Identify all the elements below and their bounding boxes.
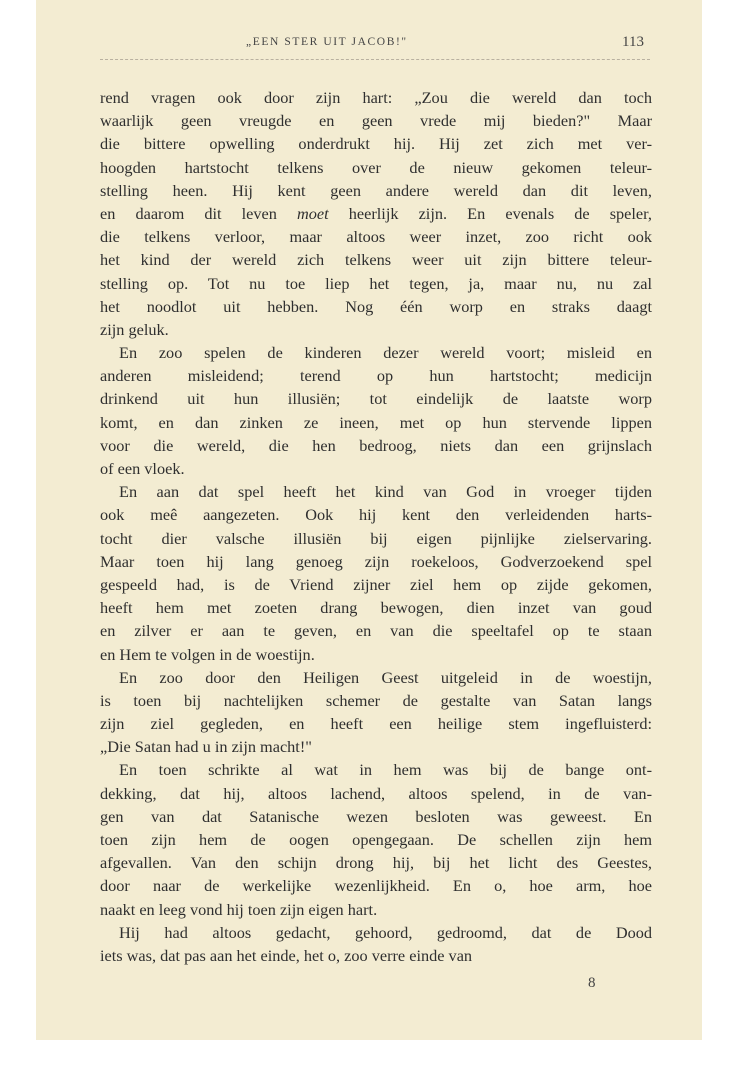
text-line: door naar de werkelijke wezenlijkheid. En o, hoe arm, hoe [100,876,652,896]
text-line: heeft hem met zoeten drang bewogen, dien inzet van goud [100,598,652,618]
text-line: stelling heen. Hij kent geen andere wereld dan dit leven, [100,180,652,200]
signature-mark: 8 [588,975,596,991]
text-line: en Hem te volgen in de woestijn. [100,644,315,664]
text-segment: heerlijk zijn. En evenals de speler, [328,203,653,223]
text-line: voor die wereld, die hen bedroog, niets dan een grijnslach [100,435,652,455]
paragraph [100,480,652,666]
text-line: of een vloek. [100,459,185,478]
text-line: het noodlot uit hebben. Nog één worp en straks daagt [100,296,652,316]
text-line: anderen misleidend; terend op hun hartstocht; medicijn [100,366,652,386]
text-line: „Die Satan had u in zijn macht!" [100,737,312,757]
paragraph [100,341,652,480]
body-text [100,86,652,967]
text-line: zijn ziel gegleden, en heeft een heilige stem ingefluisterd: [100,714,652,734]
text-line: toen zijn hem de oogen opengegaan. De schellen zijn hem [100,830,652,849]
text-line: dekking, dat hij, altoos lachend, altoos spelend, in de van- [100,783,652,803]
text-line: rend vragen ook door zijn hart: „Zou die wereld dan toch [100,88,652,107]
text-line: is toen bij nachtelijken schemer de gestalte van Satan langs [100,690,652,710]
text-line: En toen schrikte al wat in hem was bij de bange ont- [119,760,652,780]
text-line: gen van dat Satanische wezen besloten was geweest. En [100,806,652,826]
text-line: En zoo spelen de kinderen dezer wereld voort; misleid en [119,343,652,363]
running-title: „EEN STER UIT JACOB!" [246,36,408,48]
text-line: En aan dat spel heeft het kind van God in vroeger tijden [119,482,652,502]
text-line: Maar toen hij lang genoeg zijn roekeloos, Godverzoekend spel [100,551,652,571]
paragraph [100,666,652,759]
text-line: komt, en dan zinken ze ineen, met op hun stervende lippen [100,412,652,432]
paragraph [100,758,652,920]
paragraph [100,921,652,967]
text-line: iets was, dat pas aan het einde, het o, zoo verre einde van [100,945,473,965]
text-line: drinkend uit hun illusiën; tot eindelijk de laatste worp [100,389,652,409]
book-page [36,0,702,1040]
text-line: zijn geluk. [100,319,169,339]
page-number: 113 [622,34,644,50]
text-line: Hij had altoos gedacht, gehoord, gedroomd, dat de Dood [119,922,652,942]
text-line [100,202,652,225]
text-line: tocht dier valsche illusiën bij eigen pijnlijke zielservaring. [100,528,652,548]
page-header [36,30,702,54]
text-line: waarlijk geen vreugde en geen vrede mij bieden?" Maar [100,111,652,131]
text-line: die bittere opwelling onderdrukt hij. Hij zet zich met ver- [100,134,652,154]
text-segment: en daarom dit leven [100,203,298,223]
text-line: naakt en leeg vond hij toen zijn eigen hart. [100,899,378,919]
text-line: ook meê aangezeten. Ook hij kent den verleidenden harts- [100,505,652,525]
text-line: het kind der wereld zich telkens weer uit zijn bittere teleur- [100,250,652,270]
text-line: die telkens verloor, maar altoos weer inzet, zoo richt ook [100,227,652,247]
emphasis-text: moet [297,203,329,223]
text-line: en zilver er aan te geven, en van die speeltafel op te staan [100,621,652,641]
text-line: hoogden hartstocht telkens over de nieuw gekomen teleur- [100,157,652,177]
paragraph [100,86,652,341]
text-line: stelling op. Tot nu toe liep het tegen, ja, maar nu, nu zal [100,273,652,293]
text-line: En zoo door den Heiligen Geest uitgeleid in de woestijn, [119,667,652,687]
text-line: gespeeld had, is de Vriend zijner ziel hem op zijde gekomen, [100,574,652,594]
header-rule [100,59,650,60]
text-line: afgevallen. Van den schijn drong hij, bij het licht des Geestes, [100,853,652,873]
